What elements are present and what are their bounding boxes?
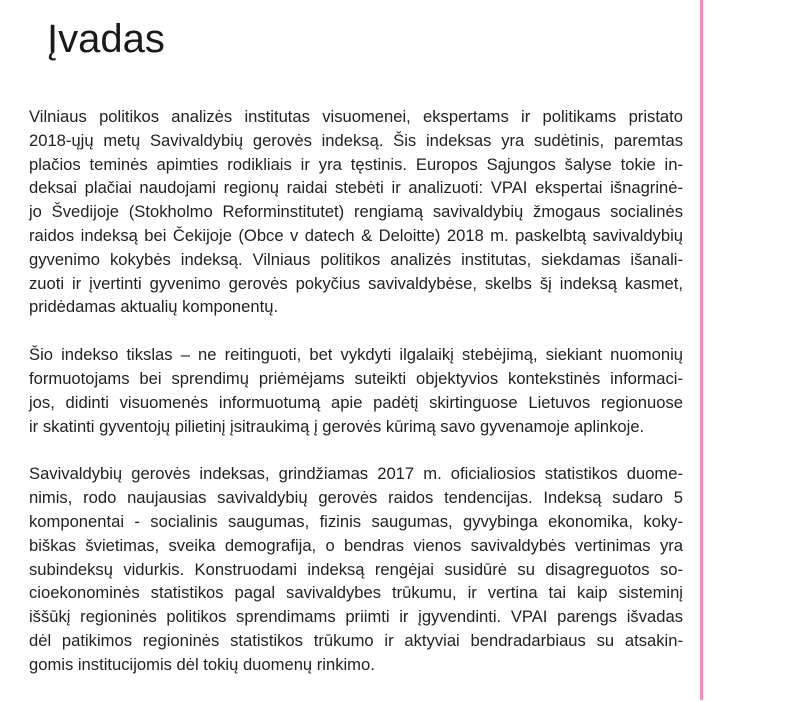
text-line: subindeksų vidurkis. Konstruodami indeksą rengėjai susidūrė su disagreguotos so- xyxy=(29,559,683,579)
text-line: gyvenimo kokybės indeksą. Vilniaus politikos analizės institutas, siekdamas išanali- xyxy=(29,249,683,269)
text-line: Savivaldybių gerovės indeksas, grindžiamas 2017 m. oficialiosios statistikos duome- xyxy=(29,464,683,484)
text-line: zuoti ir įvertinti gyvenimo gerovės pokyčius savivaldybėse, skelbs šį indeksą kasmet, xyxy=(29,273,683,293)
text-line: Vilniaus politikos analizės institutas visuomenei, ekspertams ir politikams pristato xyxy=(29,107,683,126)
text-line: plačios teminės apimties rodikliais ir yra tęstinis. Europos Sąjungos šalyse tokie in- xyxy=(29,154,683,174)
text-line: biškas švietimas, sveika demografija, o bendras vienos savivaldybės vertinimas yra xyxy=(29,535,683,555)
text-line: jo Švedijoje (Stokholmo Reforminstitutet) rengiamą savivaldybių žmogaus socialinės xyxy=(29,202,683,222)
text-line: dėl patikimos regioninės statistikos trūkumo ir aktyviai bendradarbiaus su atsakin- xyxy=(29,630,683,650)
paragraph-3 xyxy=(29,462,683,676)
paragraph-2 xyxy=(29,343,683,438)
paragraph-1 xyxy=(29,105,683,319)
text-line: komponentai - socialinis saugumas, fizinis saugumas, gyvybinga ekonomika, koky- xyxy=(29,511,683,531)
text-line: deksai plačiai naudojami regionų raidai stebėti ir analizuoti: VPAI ekspertai išnagrinė- xyxy=(29,178,683,198)
text-line: raidos indeksą bei Čekijoje (Obce v datech & Deloitte) 2018 m. paskelbtą savivaldybių xyxy=(29,225,683,245)
text-line: gomis institucijomis dėl tokių duomenų rinkimo. xyxy=(29,654,375,674)
text-line: iššūkį regioninės politikos sprendimams priimti ir įgyvendinti. VPAI parengs išvadas xyxy=(29,607,683,627)
margin-rule xyxy=(700,0,703,700)
text-line: pridėdamas aktualių komponentų. xyxy=(29,297,279,317)
text-line: cioekonominės statistikos pagal savivaldybes trūkumu, ir vertina tai kaip sisteminį xyxy=(29,583,683,603)
body-text xyxy=(29,105,683,701)
page-title: Įvadas xyxy=(47,17,165,61)
text-line: 2018-ųjų metų Savivaldybių gerovės indeksą. Šis indeksas yra sudėtinis, paremtas xyxy=(29,130,683,150)
text-line: formuotojams bei sprendimų priėmėjams suteikti objektyvios kontekstinės informaci- xyxy=(29,368,683,388)
text-line: Šio indekso tikslas – ne reitinguoti, bet vykdyti ilgalaikį stebėjimą, siekiant nuomonių xyxy=(29,345,683,365)
text-line: nimis, rodo naujausias savivaldybių gerovės raidos tendencijas. Indeksą sudaro 5 xyxy=(29,488,683,508)
text-line: ir skatinti gyventojų pilietinį įsitraukimą į gerovės kūrimą savo gyvenamoje aplinkoje. xyxy=(29,416,645,436)
text-line: jos, didinti visuomenės informuotumą apie padėtį skirtinguose Lietuvos regionuose xyxy=(29,392,683,412)
